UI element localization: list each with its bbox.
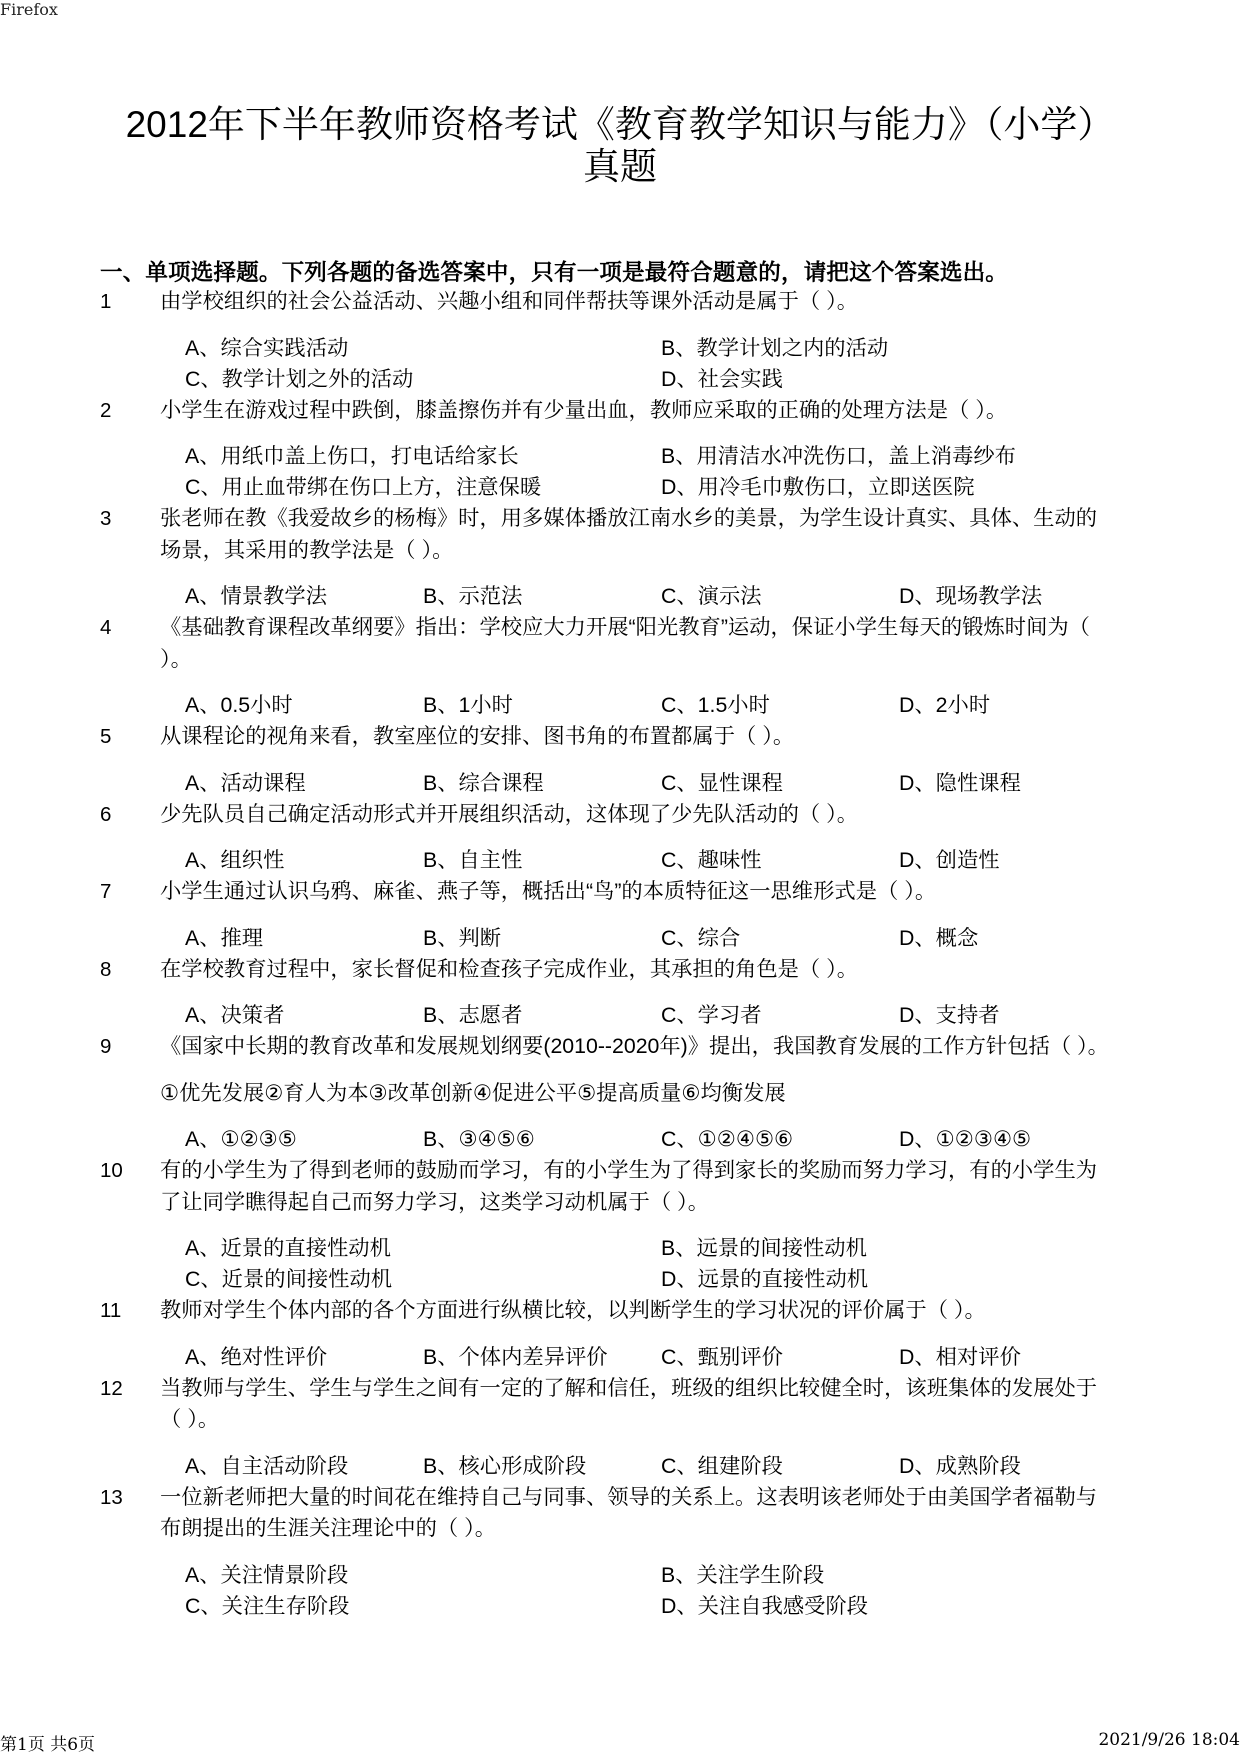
question-text: 由学校组织的社会公益活动、兴趣小组和同伴帮扶等课外活动是属于（ ）。: [160, 289, 859, 313]
answer-option: B、1小时: [423, 693, 513, 717]
answer-option: C、学习者: [661, 1003, 762, 1027]
browser-label: Firefox: [0, 0, 58, 19]
answer-option: B、③④⑤⑥: [423, 1127, 535, 1151]
question-number: 2: [100, 398, 112, 422]
question-item: [0, 1155, 1240, 1295]
question-item: [0, 1373, 1240, 1482]
answer-option: A、绝对性评价: [185, 1344, 327, 1369]
question-number: 13: [100, 1485, 123, 1509]
question-number: 1: [100, 290, 112, 313]
answer-option: D、创造性: [899, 848, 1000, 872]
answer-option: C、1.5小时: [661, 693, 770, 717]
document-title: [0, 104, 1240, 188]
answer-option: D、支持者: [899, 1003, 1000, 1027]
question-text: 从课程论的视角来看，教室座位的安排、图书角的布置都属于（ ）。: [160, 724, 795, 748]
option-list: [185, 333, 1240, 395]
question-text: 《基础教育课程改革纲要》指出：学校应大力开展“阳光教育”运动，保证小学生每天的锻炼时间为（ ）。: [160, 615, 1090, 671]
option-list: [185, 441, 1240, 503]
question-number: 7: [100, 880, 112, 903]
question-number: 9: [100, 1035, 112, 1058]
answer-option: A、情景教学法: [185, 584, 327, 608]
answer-option: A、决策者: [185, 1003, 285, 1027]
option-list: [185, 768, 1240, 799]
answer-option: D、相对评价: [899, 1344, 1021, 1369]
question-item: [0, 876, 1240, 954]
answer-option: C、显性课程: [661, 770, 783, 795]
answer-option: D、用冷毛巾敷伤口，立即送医院: [661, 475, 975, 499]
question-text: 少先队员自己确定活动形式并开展组织活动，这体现了少先队活动的（ ）。: [160, 801, 859, 826]
question-item: [0, 395, 1240, 504]
question-number: 4: [100, 616, 112, 639]
option-list: [185, 1560, 1240, 1622]
answer-option: B、判断: [423, 925, 502, 950]
question-text: 小学生通过认识乌鸦、麻雀、燕子等，概括出“鸟”的本质特征这一思维形式是（ ）。: [160, 879, 937, 903]
question-text: 在学校教育过程中，家长督促和检查孩子完成作业，其承担的角色是（ ）。: [160, 956, 859, 981]
title-line-2: 真题: [583, 146, 657, 187]
question-item: [0, 799, 1240, 877]
question-text: 教师对学生个体内部的各个方面进行纵横比较，以判断学生的学习状况的评价属于（ ）。: [160, 1298, 986, 1322]
answer-option: C、①②④⑤⑥: [661, 1127, 794, 1151]
question-number: 6: [100, 802, 112, 826]
answer-option: D、隐性课程: [899, 770, 1021, 795]
answer-option: C、教学计划之外的活动: [185, 366, 414, 391]
option-list: [185, 845, 1240, 876]
question-text: 《国家中长期的教育改革和发展规划纲要(2010--2020年)》提出，我国教育发展的工作方针包括（ ）。: [160, 1034, 1109, 1058]
answer-option: C、近景的间接性动机: [185, 1267, 393, 1291]
option-list: [185, 1451, 1240, 1482]
answer-option: A、关注情景阶段: [185, 1562, 349, 1587]
answer-option: B、教学计划之内的活动: [661, 335, 889, 360]
answer-option: A、推理: [185, 925, 264, 950]
answer-option: D、现场教学法: [899, 584, 1043, 608]
question-item: [0, 286, 1240, 395]
answer-option: A、综合实践活动: [185, 335, 349, 360]
page-info: 第1页 共6页: [0, 1735, 96, 1755]
answer-option: A、活动课程: [185, 770, 306, 795]
question-text: 张老师在教《我爱故乡的杨梅》时，用多媒体播放江南水乡的美景，为学生设计真实、具体、生动的场景，其采用的教学法是（ ）。: [160, 506, 1098, 562]
answer-option: D、社会实践: [661, 366, 783, 391]
option-list: [185, 581, 1240, 612]
answer-option: C、关注生存阶段: [185, 1593, 350, 1618]
answer-option: B、个体内差异评价: [423, 1344, 608, 1369]
answer-option: B、用清洁水冲洗伤口，盖上消毒纱布: [661, 444, 1016, 468]
question-text: 小学生在游戏过程中跌倒，膝盖擦伤并有少量出血，教师应采取的正确的处理方法是（ ）。: [160, 397, 1008, 422]
question-statements: ①优先发展②育人为本③改革创新④促进公平⑤提高质量⑥均衡发展: [160, 1080, 786, 1105]
answer-option: A、近景的直接性动机: [185, 1236, 391, 1260]
answer-option: B、综合课程: [423, 770, 544, 795]
question-text: 一位新老师把大量的时间花在维持自己与同事、领导的关系上。这表明该老师处于由美国学者福勒与布朗提出的生涯关注理论中的（ ）。: [160, 1484, 1098, 1540]
question-item: [0, 503, 1240, 612]
question-item: [0, 721, 1240, 799]
answer-option: C、综合: [661, 925, 741, 950]
answer-option: D、成熟阶段: [899, 1453, 1021, 1478]
answer-option: D、关注自我感受阶段: [661, 1593, 869, 1618]
answer-option: D、①②③④⑤: [899, 1127, 1032, 1151]
option-list: [185, 923, 1240, 954]
answer-option: A、组织性: [185, 848, 285, 872]
answer-option: B、示范法: [423, 584, 523, 608]
question-text: 有的小学生为了得到老师的鼓励而学习，有的小学生为了得到家长的奖励而努力学习，有的小学生为了让同学瞧得起自己而努力学习，这类学习动机属于（ ）。: [160, 1158, 1098, 1214]
answer-option: A、0.5小时: [185, 693, 293, 717]
section-heading: 一、单项选择题。下列各题的备选答案中，只有一项是最符合题意的，请把这个答案选出。: [100, 260, 1009, 285]
answer-option: C、趣味性: [661, 848, 762, 872]
answer-option: B、远景的间接性动机: [661, 1236, 867, 1260]
answer-option: C、演示法: [661, 584, 762, 608]
question-number: 3: [100, 507, 112, 530]
question-item: [0, 1295, 1240, 1373]
question-number: 12: [100, 1376, 123, 1400]
option-list: [185, 1124, 1240, 1155]
option-list: [185, 690, 1240, 721]
question-item: [0, 1031, 1240, 1155]
title-line-1: 2012年下半年教师资格考试《教育教学知识与能力》（小学）: [125, 104, 1115, 145]
answer-option: A、用纸巾盖上伤口，打电话给家长: [185, 444, 519, 468]
answer-option: D、2小时: [899, 693, 991, 717]
question-item: [0, 954, 1240, 1032]
answer-option: C、组建阶段: [661, 1453, 783, 1478]
option-list: [185, 1342, 1240, 1373]
question-number: 8: [100, 957, 112, 981]
answer-option: B、核心形成阶段: [423, 1453, 587, 1478]
question-number: 11: [100, 1299, 122, 1322]
option-list: [185, 1233, 1240, 1295]
print-datetime: 2021/9/26 18:04: [1098, 1730, 1240, 1750]
answer-option: B、关注学生阶段: [661, 1562, 825, 1587]
answer-option: A、①②③⑤: [185, 1127, 297, 1151]
question-number: 10: [100, 1159, 123, 1182]
answer-option: A、自主活动阶段: [185, 1453, 349, 1478]
question-text: 当教师与学生、学生与学生之间有一定的了解和信任，班级的组织比较健全时，该班集体的发展处于（ ）。: [160, 1375, 1098, 1431]
answer-option: D、概念: [899, 925, 979, 950]
answer-option: C、甄别评价: [661, 1344, 783, 1369]
question-number: 5: [100, 725, 112, 748]
question-item: [0, 1482, 1240, 1622]
answer-option: B、自主性: [423, 848, 523, 872]
question-item: [0, 612, 1240, 721]
option-list: [185, 1000, 1240, 1031]
answer-option: D、远景的直接性动机: [661, 1267, 869, 1291]
question-list: [0, 286, 1240, 1622]
answer-option: C、用止血带绑在伤口上方，注意保暖: [185, 475, 542, 499]
answer-option: B、志愿者: [423, 1003, 523, 1027]
